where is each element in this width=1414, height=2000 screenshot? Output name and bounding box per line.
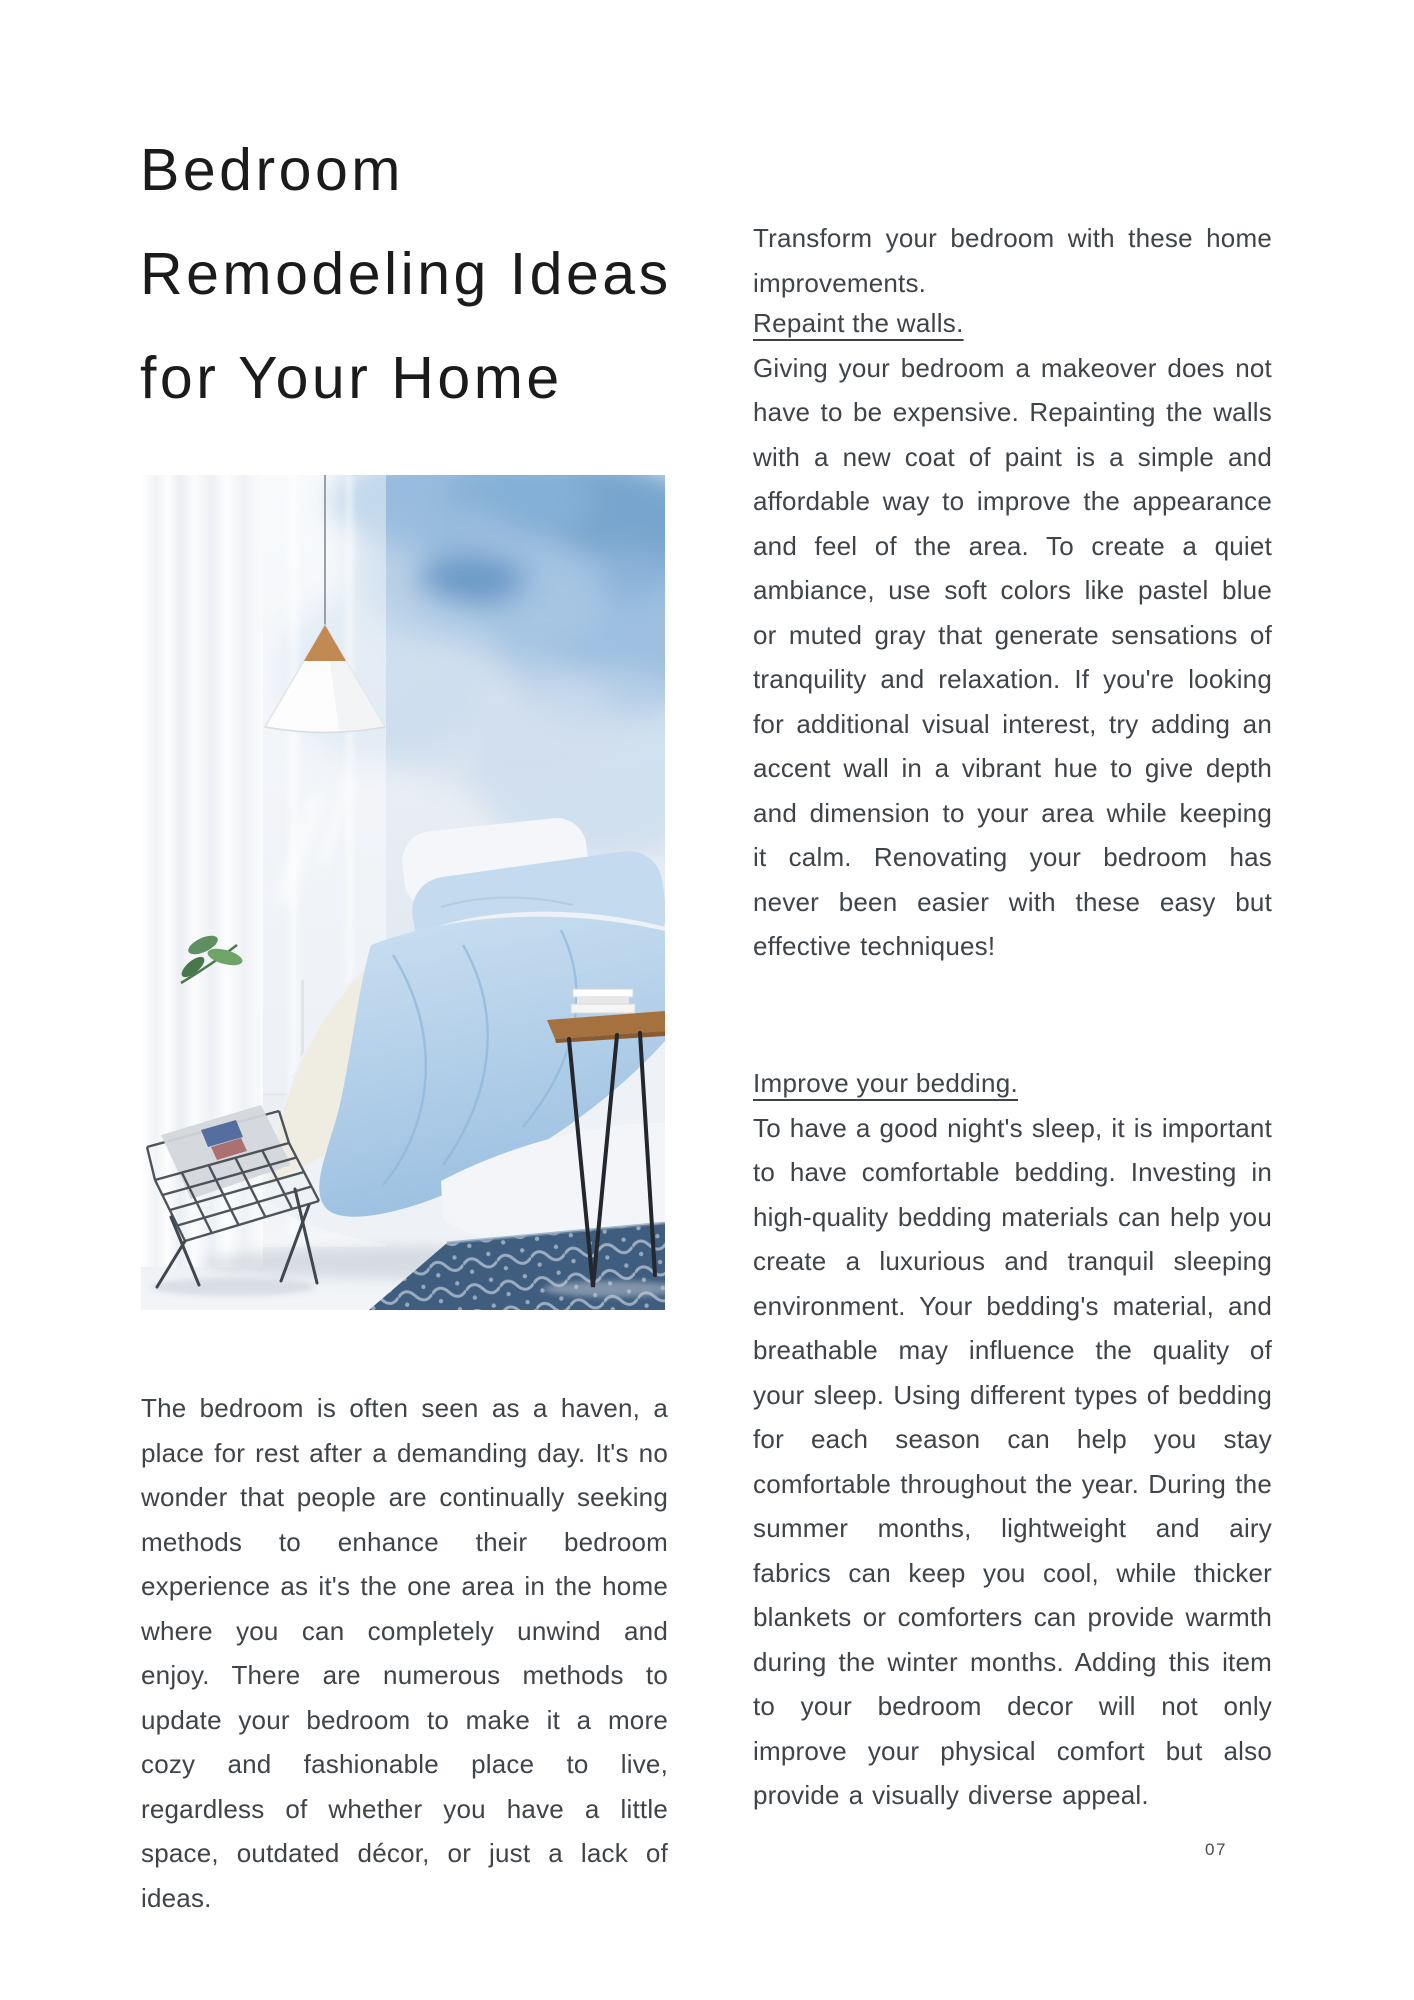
page-title-line-2: Remodeling Ideas (140, 241, 672, 307)
right-intro-text: Transform your bedroom with these home improvements. (753, 223, 1272, 298)
section-repaint-the-walls (753, 301, 1272, 969)
page-number: 07 (1205, 1840, 1227, 1859)
section-body: To have a good night's sleep, it is important to have comfortable bedding. Investing in high-quality bedding materials can help you create a luxurious and tranquil sleeping environment. Your bedding's material, and breathable may influence the quality of your sleep. Using different types of bedding for each season can help you stay comfortable throughout the year. During the summer months, lightweight and airy fabrics can keep you cool, while thicker blankets or comforters can provide warmth during the winter months. Adding this item to your bedroom decor will not only improve your physical comfort but also provide a visually diverse appeal. (753, 1112, 1272, 1810)
left-intro-paragraph: The bedroom is often seen as a haven, a place for rest after a demanding day. It's no wonder that people are continually seeking methods to enhance their bedroom experience as it's the one area in the home where you can completely unwind and enjoy. There are numerous methods to update your bedroom to make it a more cozy and fashionable place to live, regardless of whether you have a little space, outdated décor, or just a lack of ideas. (141, 1393, 668, 1913)
page-title-line-1: Bedroom (140, 137, 404, 203)
section-improve-your-bedding (753, 1061, 1272, 1818)
section-heading: Repaint the walls. (753, 308, 964, 338)
page-title (140, 118, 672, 430)
books (571, 989, 635, 1013)
section-body: Giving your bedroom a makeover does not have to be expensive. Repainting the walls with a new coat of paint is a simple and affordable way to improve the appearance and feel of the area. To create a quiet ambiance, use soft colors like pastel blue or muted gray that generate sensations of tranquility and relaxation. If you're looking for additional visual interest, try adding an accent wall in a vibrant hue to give depth and dimension to your area while keeping it calm. Renovating your bedroom has never been easier with these easy but effective techniques! (753, 352, 1272, 961)
bedroom-photo (141, 475, 665, 1310)
page-title-line-3: for Your Home (140, 345, 563, 411)
section-heading: Improve your bedding. (753, 1068, 1019, 1098)
